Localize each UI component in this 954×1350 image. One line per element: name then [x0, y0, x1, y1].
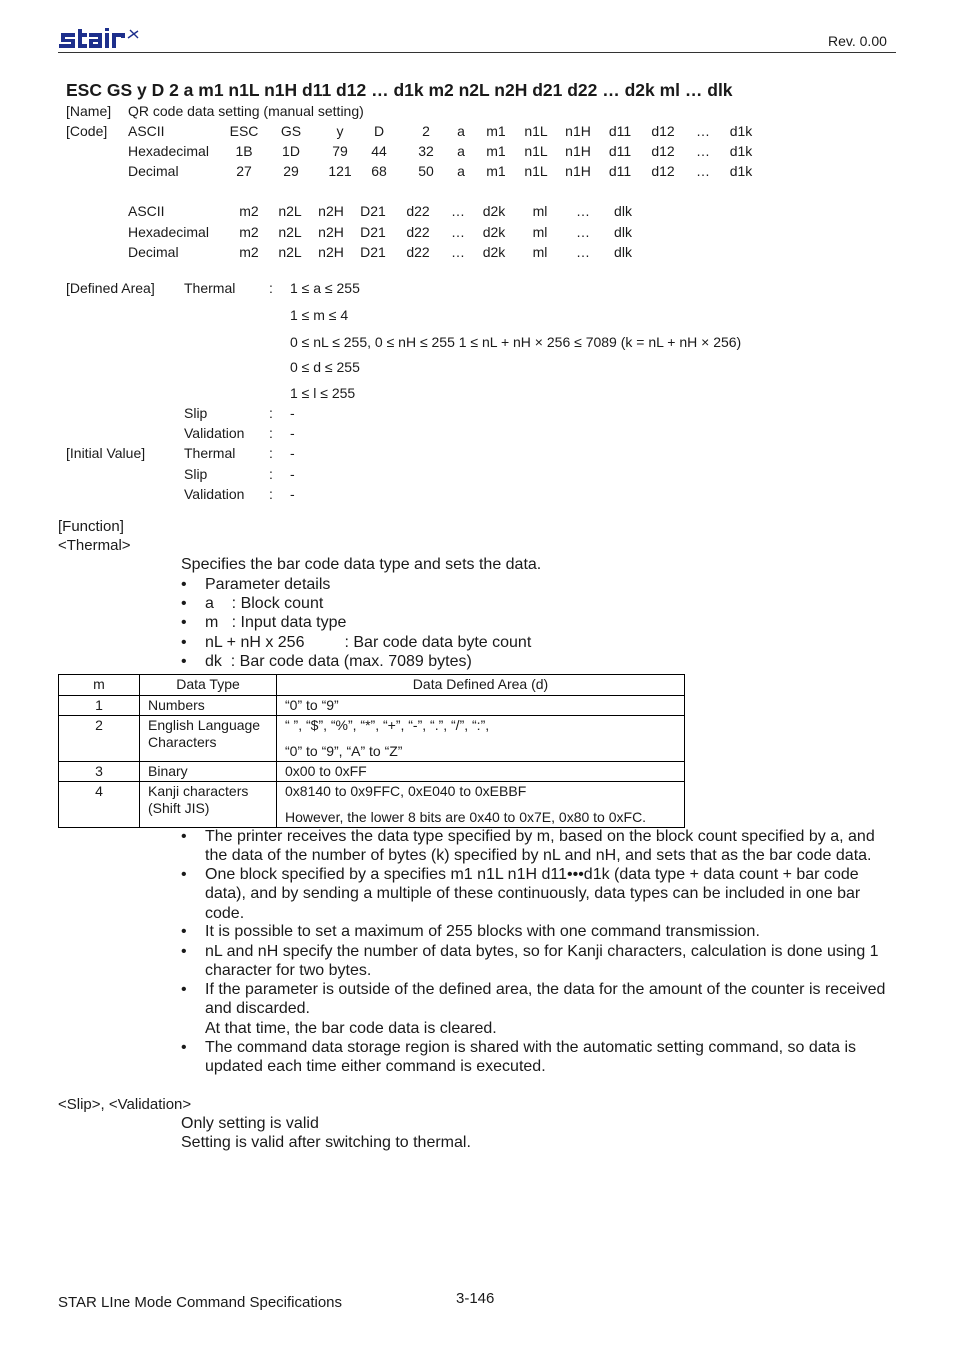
code-cell: a	[457, 163, 465, 179]
param-item: • nL + nH x 256 : Bar code data byte count	[181, 634, 532, 651]
code-cell: D21	[360, 244, 386, 260]
table-row	[59, 716, 685, 762]
code-type-label: ASCII	[128, 203, 165, 219]
code-cell: n1L	[524, 163, 548, 179]
colon: :	[269, 445, 273, 461]
param-item: • Parameter details	[181, 576, 331, 593]
cell-m: 3	[59, 762, 140, 782]
note-item: • If the parameter is outside of the defined area, the data for the amount of the counter is received and discarded.	[181, 981, 886, 1018]
initial-slip-value: -	[290, 466, 295, 482]
code-cell: n2H	[318, 203, 344, 219]
code-cell: m2	[239, 203, 259, 219]
revision: Rev. 0.00	[828, 33, 887, 49]
code-cell: dlk	[614, 203, 632, 219]
note-item: • The printer receives the data type specified by m, based on the block count specified by a, and the data of the number of bytes (k) specified by nL and nH, and sets that as the bar code data.	[181, 828, 875, 865]
header-data-type: Data Type	[140, 675, 277, 696]
function-intro: Specifies the bar code data type and sets the data.	[181, 556, 542, 573]
initial-validation-label: Validation	[184, 486, 245, 502]
area-line: “ ”, “$”, “%”, “*”, “+”, “-”, “.”, “/”, “:”,	[285, 717, 490, 733]
code-cell: d22	[406, 224, 430, 240]
data-type-table	[58, 674, 685, 828]
code-cell: 50	[418, 163, 434, 179]
code-cell: …	[696, 123, 710, 139]
param-item: • dk : Bar code data (max. 7089 bytes)	[181, 653, 472, 670]
cell-area	[277, 782, 685, 828]
code-cell: …	[576, 244, 590, 260]
table-row	[59, 696, 685, 716]
code-cell: GS	[280, 123, 302, 139]
initial-value-label: [Initial Value]	[66, 445, 146, 461]
note-item: • One block specified by a specifies m1 n1L n1H d11•••d1k (data type + data count + bar code data), and by sending a multiple of these continuously, data types can be included in one bar code.	[181, 866, 861, 922]
cell-area: “0” to “9”	[277, 696, 685, 716]
initial-validation-value: -	[290, 486, 295, 502]
code-cell: n1H	[565, 163, 591, 179]
code-cell: 27	[236, 163, 252, 179]
code-cell: 29	[283, 163, 299, 179]
code-cell: n1H	[565, 143, 591, 159]
defined-area-label: [Defined Area]	[66, 280, 155, 296]
defined-slip-value: -	[290, 405, 295, 421]
header-rule	[58, 52, 896, 53]
param-item: • m : Input data type	[181, 614, 347, 631]
code-cell: d12	[651, 143, 675, 159]
note-item: • It is possible to set a maximum of 255 blocks with one command transmission.	[181, 923, 760, 940]
code-cell: m2	[239, 244, 259, 260]
header-m: m	[59, 675, 140, 696]
footer-title: STAR LIne Mode Command Specifications	[58, 1294, 343, 1311]
initial-thermal-label: Thermal	[184, 445, 236, 461]
page-number: 3-146	[456, 1290, 495, 1307]
code-cell: n2L	[278, 224, 302, 240]
area-line: 0x8140 to 0x9FFC, 0xE040 to 0xEBBF	[285, 783, 527, 799]
code-cell: 121	[328, 163, 352, 179]
code-cell: 79	[332, 143, 348, 159]
command-title: ESC GS y D 2 a m1 n1L n1H d11 d12 … d1k m2 n2L n2H d21 d22 … d2k ml … dlk	[66, 80, 733, 100]
note-item: • The command data storage region is shared with the automatic setting command, so data is updated each time either command is executed.	[181, 1039, 857, 1076]
code-cell: …	[451, 203, 465, 219]
code-type-label: Hexadecimal	[128, 224, 209, 240]
table-row	[59, 782, 685, 828]
code-cell: ml	[532, 224, 548, 240]
code-cell: dlk	[614, 244, 632, 260]
code-cell: D	[373, 123, 385, 139]
code-cell: ESC	[229, 123, 259, 139]
code-cell: d22	[406, 203, 430, 219]
code-cell: d2k	[482, 244, 506, 260]
name-value: QR code data setting (manual setting)	[128, 103, 364, 119]
code-cell: m1	[486, 123, 506, 139]
cell-type: Numbers	[140, 696, 277, 716]
colon: :	[269, 405, 273, 421]
header-data-area: Data Defined Area (d)	[277, 675, 685, 696]
code-cell: D21	[360, 224, 386, 240]
code-cell: d1k	[729, 123, 753, 139]
code-type-label: ASCII	[128, 123, 165, 139]
cell-m: 4	[59, 782, 140, 828]
range-m: 1 ≤ m ≤ 4	[290, 307, 349, 323]
function-label: [Function]	[58, 518, 124, 535]
code-cell: 2	[422, 123, 430, 139]
code-cell: d11	[608, 123, 632, 139]
slip-validation-label: <Slip>, <Validation>	[58, 1096, 192, 1113]
code-cell: …	[451, 224, 465, 240]
code-cell: n1L	[524, 123, 548, 139]
cell-area: 0x00 to 0xFF	[277, 762, 685, 782]
colon: :	[269, 486, 273, 502]
code-cell: n2H	[318, 244, 344, 260]
code-label: [Code]	[66, 123, 108, 139]
cell-area	[277, 716, 685, 762]
code-cell: n1H	[565, 123, 591, 139]
code-cell: a	[457, 123, 465, 139]
thermal-section-label: <Thermal>	[58, 537, 131, 554]
code-type-label: Decimal	[128, 163, 179, 179]
cell-type: English Language Characters	[140, 716, 277, 762]
colon: :	[269, 466, 273, 482]
code-cell: n2L	[278, 244, 302, 260]
code-cell: …	[696, 163, 710, 179]
code-cell: n2L	[278, 203, 302, 219]
code-cell: m1	[486, 163, 506, 179]
code-type-label: Hexadecimal	[128, 143, 209, 159]
code-cell: d1k	[729, 143, 753, 159]
defined-thermal-label: Thermal	[184, 280, 236, 296]
colon: :	[269, 280, 273, 296]
code-cell: …	[696, 143, 710, 159]
note-extra: At that time, the bar code data is cleared.	[205, 1020, 497, 1037]
code-cell: n1L	[524, 143, 548, 159]
colon: :	[269, 425, 273, 441]
code-cell: 32	[418, 143, 434, 159]
initial-thermal-value: -	[290, 445, 295, 461]
range-l: 1 ≤ l ≤ 255	[290, 385, 356, 401]
range-n: 0 ≤ nL ≤ 255, 0 ≤ nH ≤ 255 1 ≤ nL + nH × 256 ≤ 7089 (k = nL + nH × 256)	[290, 334, 742, 350]
code-cell: n2H	[318, 224, 344, 240]
cell-m: 1	[59, 696, 140, 716]
code-cell: a	[457, 143, 465, 159]
code-cell: 1D	[282, 143, 300, 159]
slip-line: Only setting is valid	[181, 1115, 319, 1132]
cell-type: Binary	[140, 762, 277, 782]
defined-validation-value: -	[290, 425, 295, 441]
code-cell: d12	[651, 163, 675, 179]
name-label: [Name]	[66, 103, 112, 119]
code-cell: dlk	[614, 224, 632, 240]
defined-slip-label: Slip	[184, 405, 208, 421]
code-cell: …	[576, 203, 590, 219]
cell-type: Kanji characters (Shift JIS)	[140, 782, 277, 828]
param-item: • a : Block count	[181, 595, 324, 612]
code-cell: ml	[532, 203, 548, 219]
code-cell: d11	[608, 163, 632, 179]
code-type-label: Decimal	[128, 244, 179, 260]
table-row	[59, 762, 685, 782]
code-cell: y	[336, 123, 344, 139]
code-cell: d12	[651, 123, 675, 139]
cell-m: 2	[59, 716, 140, 762]
slip-line: Setting is valid after switching to thermal.	[181, 1134, 471, 1151]
code-cell: D21	[360, 203, 386, 219]
initial-slip-label: Slip	[184, 466, 208, 482]
code-cell: …	[576, 224, 590, 240]
code-cell: 68	[371, 163, 387, 179]
code-cell: d1k	[729, 163, 753, 179]
code-cell: …	[451, 244, 465, 260]
code-cell: m2	[239, 224, 259, 240]
code-cell: d22	[406, 244, 430, 260]
range-a: 1 ≤ a ≤ 255	[290, 280, 360, 296]
code-cell: d2k	[482, 203, 506, 219]
note-item: • nL and nH specify the number of data bytes, so for Kanji characters, calculation is done using 1 character for two bytes.	[181, 943, 879, 980]
code-cell: 44	[371, 143, 387, 159]
code-cell: ml	[532, 244, 548, 260]
area-line: “0” to “9”, “A” to “Z”	[285, 743, 403, 759]
code-cell: d2k	[482, 224, 506, 240]
table-header-row	[59, 675, 685, 696]
range-d: 0 ≤ d ≤ 255	[290, 359, 360, 375]
code-cell: 1B	[235, 143, 253, 159]
defined-validation-label: Validation	[184, 425, 245, 441]
code-cell: m1	[486, 143, 506, 159]
code-cell: d11	[608, 143, 632, 159]
area-line: However, the lower 8 bits are 0x40 to 0x7E, 0x80 to 0xFC.	[285, 809, 647, 825]
